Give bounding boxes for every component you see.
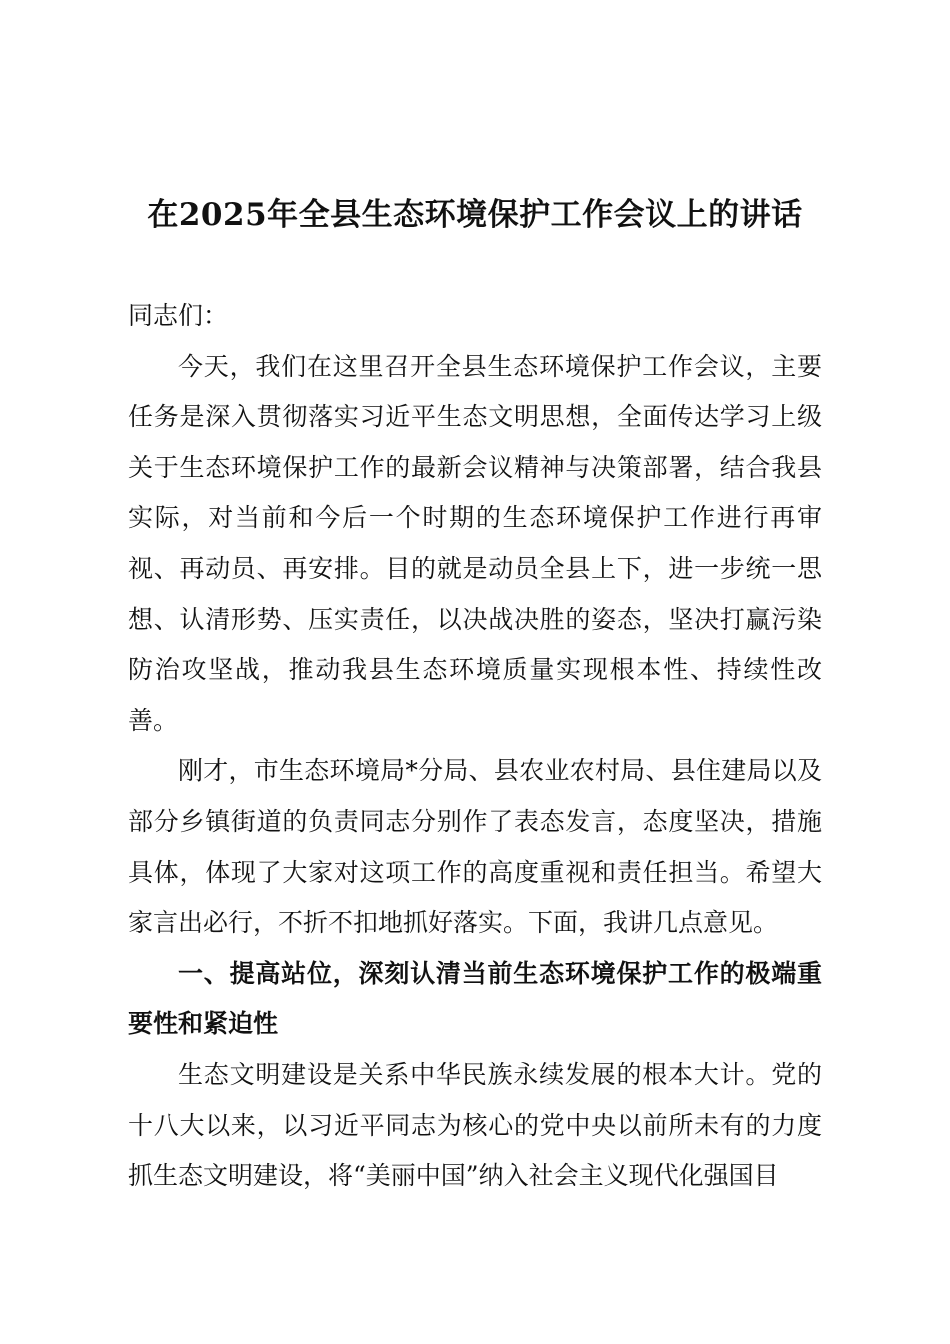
document-body [128,291,822,1202]
salutation: 同志们： [128,301,229,330]
section-heading: 一、提高站位，深刻认清当前生态环境保护工作的极端重要性和紧迫性 [128,958,822,1039]
paragraph-intro: 今天，我们在这里召开全县生态环境保护工作会议，主要任务是深入贯彻落实习近平生态文明思想，全面传达学习上级关于生态环境保护工作的最新会议精神与决策部署，结合我县实际，对当前和今后一个时期的生态环境保护工作进行再审视、再动员、再安排。目的就是动员全县上下，进一步统一思想、认清形势、压实责任，以决战决胜的姿态，坚决打赢污染防治攻坚战，推动我县生态环境质量实现根本性、持续性改善。 [128,351,822,735]
paragraph-remarks: 刚才，市生态环境局*分局、县农业农村局、县住建局以及部分乡镇街道的负责同志分别作了表态发言，态度坚决，措施具体，体现了大家对这项工作的高度重视和责任担当。希望大家言出必行，不折不扣地抓好落实。下面，我讲几点意见。 [128,756,822,938]
document-title: 在2025年全县生态环境保护工作会议上的讲话 [147,197,803,233]
section-paragraph: 生态文明建设是关系中华民族永续发展的根本大计。党的十八大以来，以习近平同志为核心的党中央以前所未有的力度抓生态文明建设，将“美丽中国”纳入社会主义现代化强国目 [128,1059,822,1191]
